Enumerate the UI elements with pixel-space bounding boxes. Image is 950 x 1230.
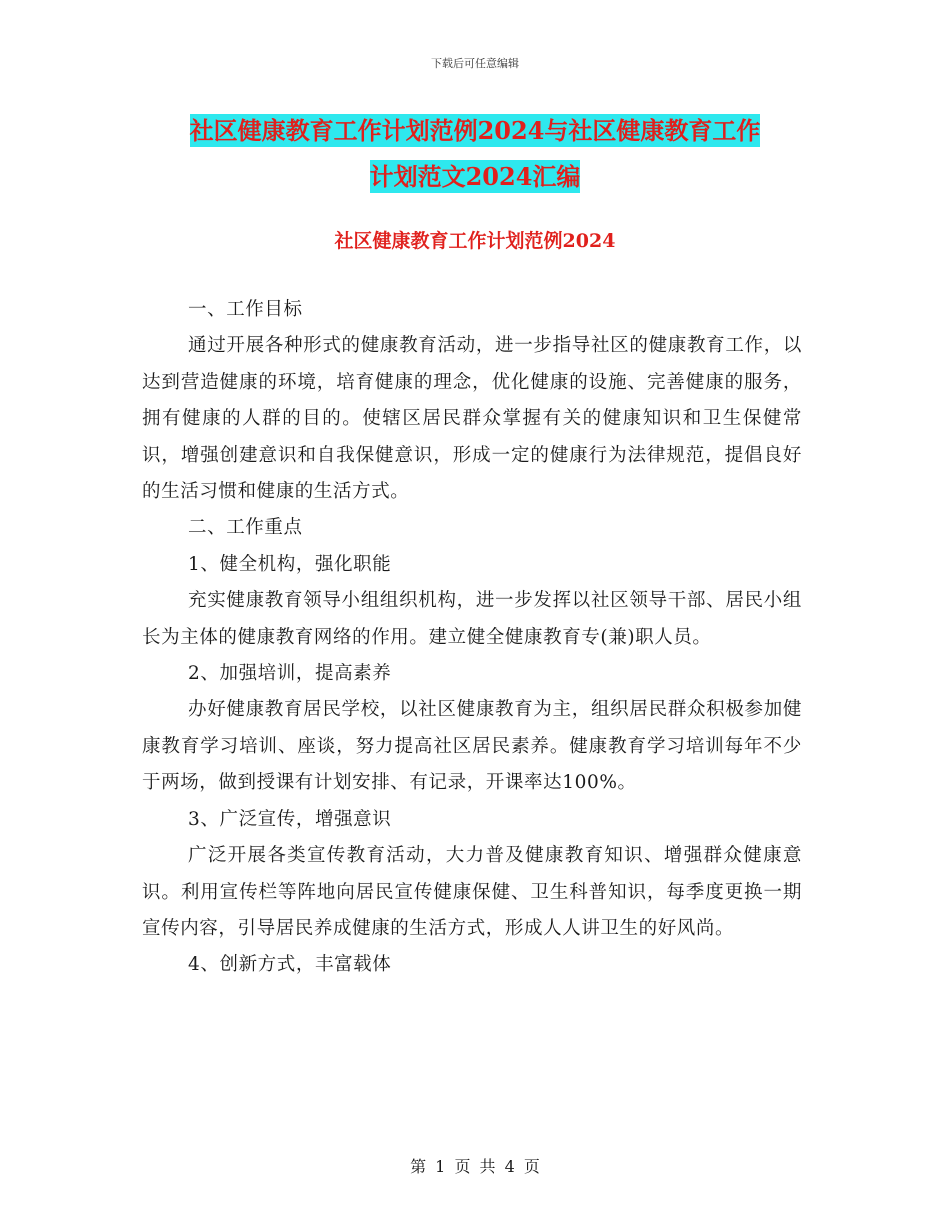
subheading: 2、加强培训，提高素养 (188, 663, 392, 685)
paragraph: 广泛开展各类宣传教育活动，大力普及健康教育知识、增强群众健康意识。利用宣传栏等阵地向居民宣传健康保健、卫生科普知识，每季度更换一期宣传内容，引导居民养成健康的生活方式，形成人人讲卫生的好风尚。 (142, 845, 802, 939)
paragraph: 通过开展各种形式的健康教育活动，进一步指导社区的健康教育工作，以达到营造健康的环境，培育健康的理念，优化健康的设施、完善健康的服务，拥有健康的人群的目的。使辖区居民群众掌握有关的健康知识和卫生保健常识，增强创建意识和自我保健意识，形成一定的健康行为法律规范，提倡良好的生活习惯和健康的生活方式。 (142, 335, 802, 503)
paragraph: 充实健康教育领导小组组织机构，进一步发挥以社区领导干部、居民小组长为主体的健康教育网络的作用。建立健全健康教育专(兼)职人员。 (142, 590, 802, 648)
subheading: 4、创新方式，丰富载体 (188, 954, 392, 976)
subheading: 1、健全机构，强化职能 (188, 553, 392, 575)
heading-work-focus: 二、工作重点 (188, 517, 303, 539)
document-title (110, 108, 840, 200)
title-line-1: 社区健康教育工作计划范例2024与社区健康教育工作 (189, 116, 761, 145)
subheading: 3、广泛宣传，增强意识 (188, 808, 392, 830)
header-note: 下载后可任意编辑 (431, 57, 519, 70)
section-title: 社区健康教育工作计划范例2024 (334, 230, 616, 252)
paragraph: 办好健康教育居民学校，以社区健康教育为主，组织居民群众积极参加健康教育学习培训、座谈，努力提高社区居民素养。健康教育学习培训每年不少于两场，做到授课有计划安排、有记录，开课率达100%。 (142, 699, 802, 794)
title-line-2: 计划范文2024汇编 (369, 162, 581, 191)
heading-work-goal: 一、工作目标 (188, 299, 303, 320)
page-footer: 第 1 页 共 4 页 (410, 1157, 540, 1176)
document-body (142, 292, 802, 984)
